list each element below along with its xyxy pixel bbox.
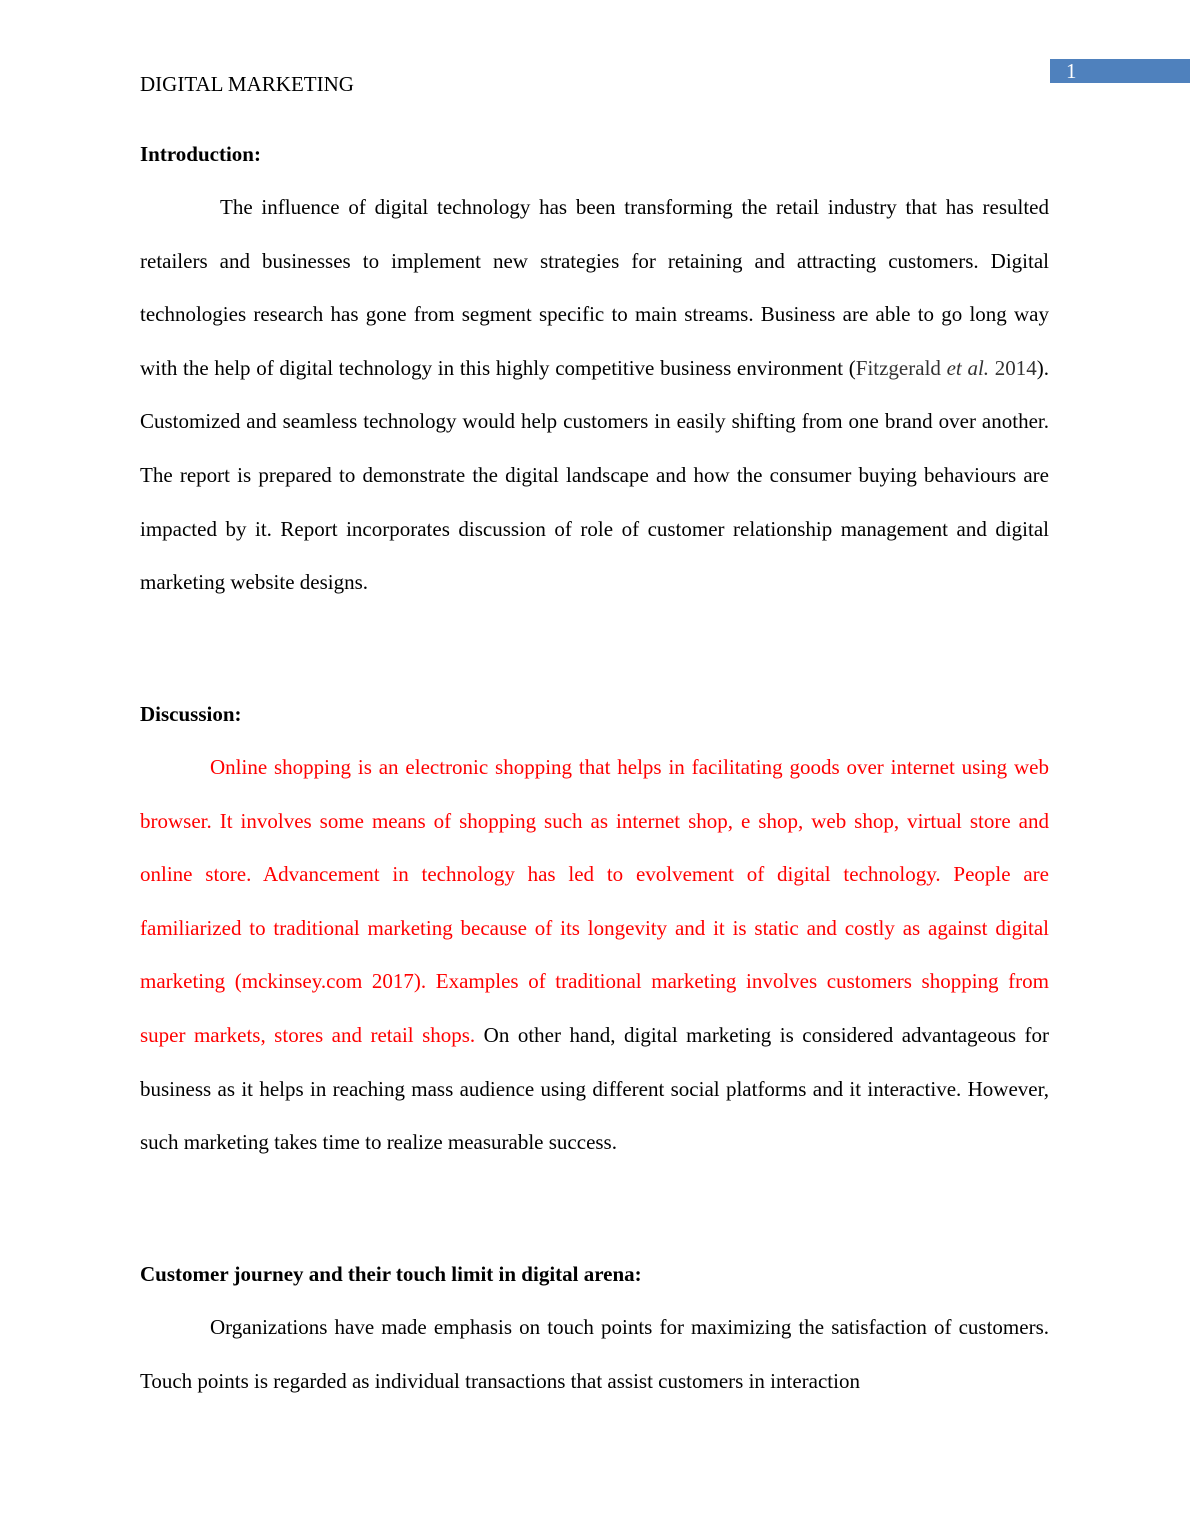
citation xyxy=(856,356,1037,380)
customer-journey-heading: Customer journey and their touch limit in digital arena: xyxy=(140,1262,642,1286)
citation-year: 2014 xyxy=(989,355,1037,380)
citation-etal: et al. xyxy=(946,355,990,380)
page-number-bar xyxy=(1050,59,1190,83)
customer-journey-text: Organizations have made emphasis on touch points for maximizing the satisfaction of customers. Touch points is regarded as individual transactions that assist customers in interaction xyxy=(140,1315,1049,1393)
discussion-paragraph xyxy=(140,741,1049,1170)
discussion-heading: Discussion: xyxy=(140,702,242,726)
discussion-text: On other hand, digital marketing is considered advantageous for business as it helps in reaching mass audience using different social platforms and it interactive. However, such marketing takes time to realize measurable success. xyxy=(140,1022,1049,1155)
introduction-text-end: ). Customized and seamless technology would help customers in easily shifting from one brand over another. The report is prepared to demonstrate the digital landscape and how the consumer buying behaviours are impacted by it. Report incorporates discussion of role of customer relationship management and digital marketing website designs. xyxy=(140,355,1050,595)
citation-author: Fitzgerald xyxy=(855,355,947,380)
page-number: 1 xyxy=(1066,59,1077,83)
discussion-highlighted-text: Online shopping is an electronic shopping that helps in facilitating goods over internet using web browser. It involves some means of shopping such as internet shop, e shop, web shop, virtual store and online store. Advancement in technology has led to evolvement of digital technology. People are familiarized to traditional marketing because of its longevity and it is static and costly as against digital marketing (mckinsey.com 2017). Examples of traditional marketing involves customers shopping from super markets, stores and retail shops. xyxy=(140,755,1049,1047)
introduction-paragraph xyxy=(140,181,1049,610)
introduction-heading: Introduction: xyxy=(140,142,261,166)
running-head: DIGITAL MARKETING xyxy=(140,72,354,96)
customer-journey-paragraph xyxy=(140,1301,1049,1408)
introduction-text-start: The influence of digital technology has been transforming the retail industry that has resulted retailers and businesses to implement new strategies for retaining and attracting customers. Digital technologies research has gone from segment specific to main streams. Business are able to go long way with the help of digital technology in this highly competitive business environment ( xyxy=(140,195,1049,380)
